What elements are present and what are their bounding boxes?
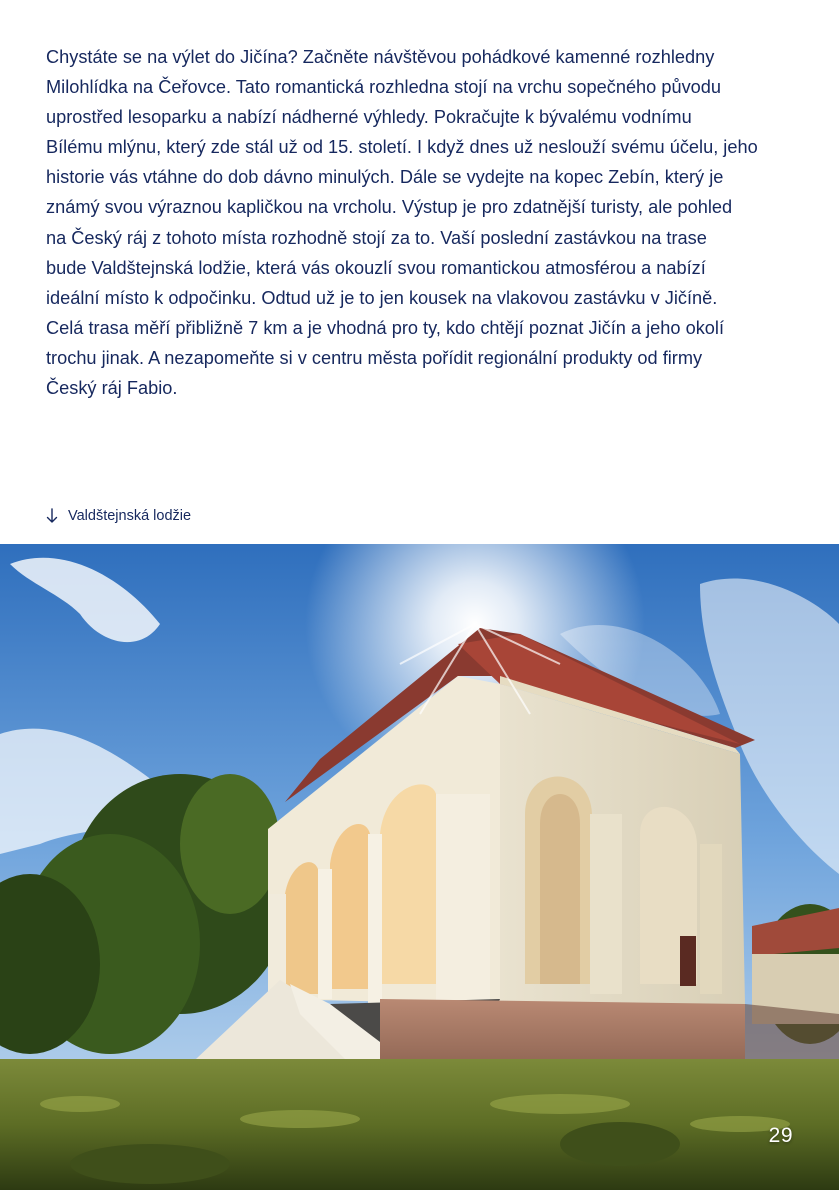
body-text-line: uprostřed lesoparku a nabízí nádherné výhledy. Pokračujte k bývalému vodnímu <box>46 107 692 128</box>
body-text-line: Český ráj Fabio. <box>46 378 178 399</box>
body-text <box>46 42 806 403</box>
body-text-line: Celá trasa měří přibližně 7 km a je vhodná pro ty, kdo chtějí poznat Jičín a jeho okolí <box>46 317 724 338</box>
arrow-down-icon <box>46 508 58 524</box>
body-text-line: Chystáte se na výlet do Jičína? Začněte návštěvou pohádkové kamenné rozhledny <box>46 47 715 67</box>
photo-illustration <box>0 544 839 1190</box>
photo-valdstejnska-lodzie <box>0 544 839 1190</box>
body-text-line: ideální místo k odpočinku. Odtud už je to jen kousek na vlakovou zastávku v Jičíně. <box>46 287 718 308</box>
body-text-line: historie vás vtáhne do dob dávno minulých. Dále se vydejte na kopec Zebín, který je <box>46 167 724 188</box>
photo-caption-text: Valdštejnská lodžie <box>68 508 192 524</box>
body-text-line: známý svou výraznou kapličkou na vrcholu. Výstup je pro zdatnější turisty, ale pohled <box>46 197 733 218</box>
body-text-line: na Český ráj z tohoto místa rozhodně stojí za to. Vaší poslední zastávkou na trase <box>46 227 707 248</box>
body-text-line: trochu jinak. A nezapomeňte si v centru města pořídit regionální produkty od firmy <box>46 347 703 368</box>
body-text-line: Milohlídka na Čeřovce. Tato romantická rozhledna stojí na vrchu sopečného původu <box>46 77 722 98</box>
photo-caption <box>46 504 191 528</box>
page-number: 29 <box>768 1124 793 1147</box>
body-text-line: bude Valdštejnská lodžie, která vás okouzlí svou romantickou atmosférou a nabízí <box>46 257 706 278</box>
body-text-line: Bílému mlýnu, který zde stál už od 15. století. I když dnes už neslouží svému účelu, jeho <box>46 137 758 158</box>
